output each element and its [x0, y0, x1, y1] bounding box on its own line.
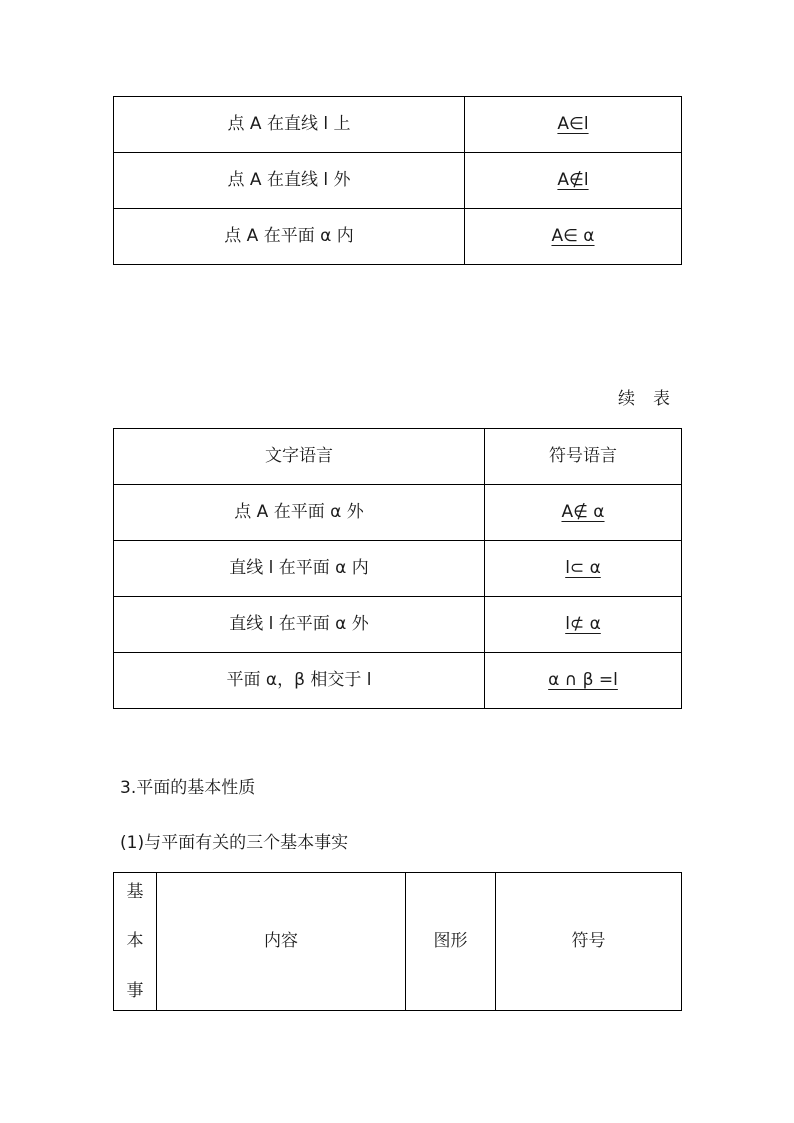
symbol-text: α ∩ β =l — [548, 670, 618, 690]
symbol-text: A∈ α — [551, 226, 595, 246]
table-row — [114, 541, 682, 597]
text-cell: 直线 l 在平面 α 内 — [114, 541, 485, 597]
table-row — [114, 153, 682, 209]
table-header-row — [114, 873, 682, 1011]
header-content: 内容 — [157, 873, 406, 1011]
header-basic-facts — [114, 873, 157, 1011]
header-char: 本 — [126, 931, 144, 951]
text-cell: 直线 l 在平面 α 外 — [114, 597, 485, 653]
text-cell: 点 A 在直线 l 外 — [114, 153, 465, 209]
header-symbol: 符号 — [496, 873, 682, 1011]
symbol-text: A∉l — [557, 170, 589, 190]
basic-facts-table — [113, 872, 682, 1011]
table-row — [114, 485, 682, 541]
table-row — [114, 653, 682, 709]
text-cell: 点 A 在平面 α 外 — [114, 485, 485, 541]
table-row — [114, 209, 682, 265]
symbol-text: A∉ α — [561, 502, 605, 522]
table-header-row — [114, 429, 682, 485]
symbol-cell — [485, 653, 682, 709]
symbol-text: l⊄ α — [565, 614, 601, 634]
symbol-cell — [465, 209, 682, 265]
header-char: 事 — [126, 980, 144, 1001]
header-text-language: 文字语言 — [114, 429, 485, 485]
header-char: 基 — [126, 881, 144, 902]
section-title: 3.平面的基本性质 — [120, 778, 256, 798]
text-cell: 点 A 在直线 l 上 — [114, 97, 465, 153]
symbol-cell — [465, 97, 682, 153]
continued-label: 续表 — [618, 389, 688, 409]
symbol-text: A∈l — [557, 114, 589, 134]
table-row — [114, 97, 682, 153]
symbol-text: l⊂ α — [565, 558, 601, 578]
subsection-title: (1)与平面有关的三个基本事实 — [120, 833, 349, 853]
text-cell: 平面 α，β 相交于 l — [114, 653, 485, 709]
membership-table-part1 — [113, 96, 682, 265]
symbol-cell — [465, 153, 682, 209]
header-figure: 图形 — [406, 873, 496, 1011]
header-symbol-language: 符号语言 — [485, 429, 682, 485]
symbol-cell — [485, 485, 682, 541]
membership-table-part2 — [113, 428, 682, 709]
symbol-cell — [485, 541, 682, 597]
text-cell: 点 A 在平面 α 内 — [114, 209, 465, 265]
table-row — [114, 597, 682, 653]
symbol-cell — [485, 597, 682, 653]
